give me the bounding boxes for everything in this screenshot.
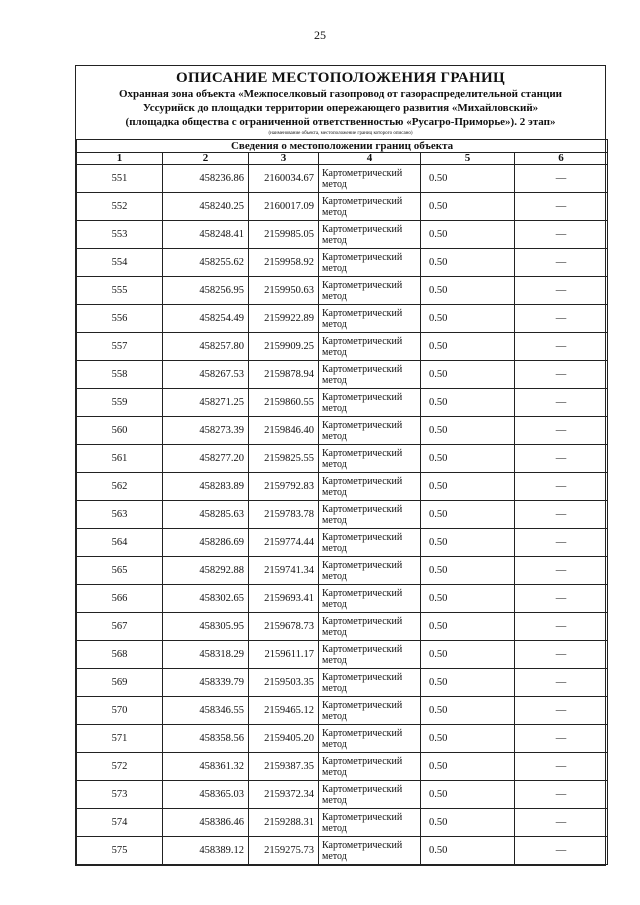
description-cell: — [515,277,608,305]
table-row [77,809,608,837]
accuracy-cell: 0.50 [421,557,515,585]
method-cell: Картометрический метод [319,473,421,501]
x-coordinate-cell: 458365.03 [163,781,249,809]
point-number-cell: 569 [77,669,163,697]
table-row [77,249,608,277]
y-coordinate-cell: 2159465.12 [249,697,319,725]
accuracy-cell: 0.50 [421,333,515,361]
method-cell: Картометрический метод [319,361,421,389]
point-number-cell: 558 [77,361,163,389]
accuracy-cell: 0.50 [421,221,515,249]
method-cell: Картометрический метод [319,193,421,221]
point-number-cell: 568 [77,641,163,669]
accuracy-cell: 0.50 [421,473,515,501]
point-number-cell: 574 [77,809,163,837]
x-coordinate-cell: 458267.53 [163,361,249,389]
method-cell: Картометрический метод [319,333,421,361]
method-cell: Картометрический метод [319,669,421,697]
point-number-cell: 570 [77,697,163,725]
description-cell: — [515,837,608,865]
y-coordinate-cell: 2159372.34 [249,781,319,809]
y-coordinate-cell: 2159503.35 [249,669,319,697]
accuracy-cell: 0.50 [421,753,515,781]
table-row [77,669,608,697]
accuracy-cell: 0.50 [421,417,515,445]
description-cell: — [515,249,608,277]
x-coordinate-cell: 458248.41 [163,221,249,249]
column-header: 2 [163,153,249,165]
x-coordinate-cell: 458255.62 [163,249,249,277]
point-number-cell: 563 [77,501,163,529]
accuracy-cell: 0.50 [421,249,515,277]
point-number-cell: 573 [77,781,163,809]
x-coordinate-cell: 458389.12 [163,837,249,865]
object-name-line-1: Охранная зона объекта «Межпоселковый газопровод от газораспределительной станции [118,88,563,100]
method-cell: Картометрический метод [319,501,421,529]
document-frame [75,65,606,866]
y-coordinate-cell: 2159860.55 [249,389,319,417]
y-coordinate-cell: 2159741.34 [249,557,319,585]
accuracy-cell: 0.50 [421,193,515,221]
table-row [77,305,608,333]
accuracy-cell: 0.50 [421,781,515,809]
y-coordinate-cell: 2159909.25 [249,333,319,361]
point-number-cell: 559 [77,389,163,417]
table-row [77,613,608,641]
accuracy-cell: 0.50 [421,445,515,473]
description-cell: — [515,165,608,193]
description-cell: — [515,221,608,249]
column-header: 4 [319,153,421,165]
accuracy-cell: 0.50 [421,361,515,389]
table-row [77,641,608,669]
point-number-cell: 551 [77,165,163,193]
page-number: 25 [314,28,326,42]
table-row [77,221,608,249]
y-coordinate-cell: 2159950.63 [249,277,319,305]
method-cell: Картометрический метод [319,641,421,669]
column-number-row [77,153,608,165]
x-coordinate-cell: 458305.95 [163,613,249,641]
description-cell: — [515,473,608,501]
y-coordinate-cell: 2159275.73 [249,837,319,865]
x-coordinate-cell: 458254.49 [163,305,249,333]
point-number-cell: 552 [77,193,163,221]
column-header: 6 [515,153,608,165]
document-title: ОПИСАНИЕ МЕСТОПОЛОЖЕНИЯ ГРАНИЦ [176,70,505,86]
accuracy-cell: 0.50 [421,585,515,613]
point-number-cell: 561 [77,445,163,473]
description-cell: — [515,613,608,641]
method-cell: Картометрический метод [319,529,421,557]
y-coordinate-cell: 2159387.35 [249,753,319,781]
point-number-cell: 553 [77,221,163,249]
x-coordinate-cell: 458302.65 [163,585,249,613]
description-cell: — [515,501,608,529]
object-name-line-2: Уссурийск до площадки территории опережающего развития «Михайловский» [142,102,539,114]
accuracy-cell: 0.50 [421,277,515,305]
description-cell: — [515,333,608,361]
point-number-cell: 562 [77,473,163,501]
description-cell: — [515,781,608,809]
accuracy-cell: 0.50 [421,305,515,333]
table-row [77,753,608,781]
accuracy-cell: 0.50 [421,809,515,837]
y-coordinate-cell: 2159792.83 [249,473,319,501]
method-cell: Картометрический метод [319,585,421,613]
accuracy-cell: 0.50 [421,389,515,417]
y-coordinate-cell: 2159288.31 [249,809,319,837]
boundary-table [76,139,608,865]
description-cell: — [515,193,608,221]
method-cell: Картометрический метод [319,837,421,865]
point-number-cell: 566 [77,585,163,613]
accuracy-cell: 0.50 [421,165,515,193]
method-cell: Картометрический метод [319,221,421,249]
column-header: 3 [249,153,319,165]
table-row [77,165,608,193]
method-cell: Картометрический метод [319,277,421,305]
table-row [77,417,608,445]
method-cell: Картометрический метод [319,613,421,641]
description-cell: — [515,669,608,697]
table-row [77,697,608,725]
x-coordinate-cell: 458285.63 [163,501,249,529]
point-number-cell: 557 [77,333,163,361]
x-coordinate-cell: 458339.79 [163,669,249,697]
y-coordinate-cell: 2159678.73 [249,613,319,641]
column-header: 5 [421,153,515,165]
x-coordinate-cell: 458318.29 [163,641,249,669]
point-number-cell: 555 [77,277,163,305]
description-cell: — [515,725,608,753]
point-number-cell: 572 [77,753,163,781]
table-row [77,557,608,585]
point-number-cell: 575 [77,837,163,865]
accuracy-cell: 0.50 [421,641,515,669]
x-coordinate-cell: 458361.32 [163,753,249,781]
table-row [77,837,608,865]
x-coordinate-cell: 458346.55 [163,697,249,725]
accuracy-cell: 0.50 [421,501,515,529]
description-cell: — [515,305,608,333]
x-coordinate-cell: 458256.95 [163,277,249,305]
method-cell: Картометрический метод [319,249,421,277]
x-coordinate-cell: 458283.89 [163,473,249,501]
method-cell: Картометрический метод [319,809,421,837]
section-title: Сведения о местоположении границ объекта [77,140,608,153]
x-coordinate-cell: 458257.80 [163,333,249,361]
object-name-line-3: (площадка общества с ограниченной ответственностью «Русагро-Приморье»). 2 этап» [125,116,556,128]
table-row [77,445,608,473]
accuracy-cell: 0.50 [421,697,515,725]
description-cell: — [515,585,608,613]
table-row [77,473,608,501]
x-coordinate-cell: 458286.69 [163,529,249,557]
point-number-cell: 571 [77,725,163,753]
description-cell: — [515,641,608,669]
table-row [77,501,608,529]
y-coordinate-cell: 2159846.40 [249,417,319,445]
point-number-cell: 567 [77,613,163,641]
table-row [77,193,608,221]
x-coordinate-cell: 458240.25 [163,193,249,221]
y-coordinate-cell: 2159825.55 [249,445,319,473]
y-coordinate-cell: 2159405.20 [249,725,319,753]
table-row [77,529,608,557]
description-cell: — [515,445,608,473]
document-header [76,66,605,139]
method-cell: Картометрический метод [319,389,421,417]
description-cell: — [515,753,608,781]
method-cell: Картометрический метод [319,417,421,445]
description-cell: — [515,557,608,585]
x-coordinate-cell: 458273.39 [163,417,249,445]
table-body [77,165,608,865]
y-coordinate-cell: 2160034.67 [249,165,319,193]
table-row [77,389,608,417]
table-row [77,781,608,809]
y-coordinate-cell: 2159611.17 [249,641,319,669]
description-cell: — [515,529,608,557]
accuracy-cell: 0.50 [421,669,515,697]
method-cell: Картометрический метод [319,305,421,333]
table-row [77,277,608,305]
accuracy-cell: 0.50 [421,725,515,753]
y-coordinate-cell: 2159958.92 [249,249,319,277]
table-row [77,725,608,753]
method-cell: Картометрический метод [319,557,421,585]
point-number-cell: 560 [77,417,163,445]
object-name-caption: (наименование объекта, местоположение границ которого описано) [268,131,413,136]
y-coordinate-cell: 2159783.78 [249,501,319,529]
x-coordinate-cell: 458292.88 [163,557,249,585]
table-row [77,333,608,361]
description-cell: — [515,417,608,445]
method-cell: Картометрический метод [319,165,421,193]
x-coordinate-cell: 458277.20 [163,445,249,473]
y-coordinate-cell: 2159693.41 [249,585,319,613]
method-cell: Картометрический метод [319,725,421,753]
y-coordinate-cell: 2159774.44 [249,529,319,557]
description-cell: — [515,389,608,417]
y-coordinate-cell: 2159922.89 [249,305,319,333]
y-coordinate-cell: 2159985.05 [249,221,319,249]
method-cell: Картометрический метод [319,445,421,473]
description-cell: — [515,697,608,725]
accuracy-cell: 0.50 [421,837,515,865]
method-cell: Картометрический метод [319,697,421,725]
x-coordinate-cell: 458386.46 [163,809,249,837]
table-section-header [77,140,608,153]
y-coordinate-cell: 2160017.09 [249,193,319,221]
table-row [77,361,608,389]
accuracy-cell: 0.50 [421,613,515,641]
table-row [77,585,608,613]
column-header: 1 [77,153,163,165]
accuracy-cell: 0.50 [421,529,515,557]
point-number-cell: 564 [77,529,163,557]
point-number-cell: 565 [77,557,163,585]
point-number-cell: 554 [77,249,163,277]
x-coordinate-cell: 458358.56 [163,725,249,753]
x-coordinate-cell: 458236.86 [163,165,249,193]
description-cell: — [515,361,608,389]
method-cell: Картометрический метод [319,753,421,781]
method-cell: Картометрический метод [319,781,421,809]
x-coordinate-cell: 458271.25 [163,389,249,417]
description-cell: — [515,809,608,837]
y-coordinate-cell: 2159878.94 [249,361,319,389]
point-number-cell: 556 [77,305,163,333]
